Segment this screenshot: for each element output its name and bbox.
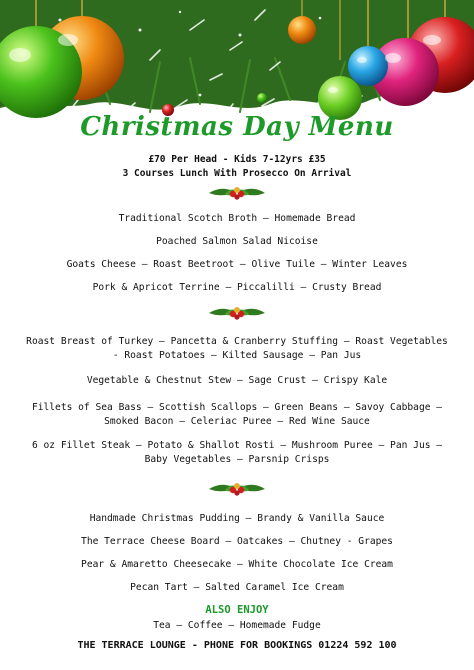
- holly-ornament-divider: [207, 302, 267, 324]
- main-item-line2: - Roast Potatoes – Kilted Sausage – Pan Jus: [112, 350, 362, 361]
- extras-line: Tea – Coffee – Homemade Fudge: [153, 620, 321, 631]
- holly-ornament-divider: [207, 182, 267, 204]
- booking-footer: THE TERRACE LOUNGE - PHONE FOR BOOKINGS 01224 592 100: [77, 640, 397, 651]
- menu-title: Christmas Day Menu: [80, 112, 394, 142]
- price-line: £70 Per Head - Kids 7-12yrs £35: [148, 154, 326, 165]
- starter-item: Traditional Scotch Broth – Homemade Bread: [118, 213, 356, 224]
- starter-item: Goats Cheese – Roast Beetroot – Olive Tuile – Winter Leaves: [66, 259, 408, 270]
- starter-item: Pork & Apricot Terrine – Piccalilli – Crusty Bread: [92, 282, 382, 293]
- lunch-line: 3 Courses Lunch With Prosecco On Arrival: [122, 168, 352, 179]
- main-item-line2: Smoked Bacon – Celeriac Puree – Red Wine Sauce: [104, 416, 370, 427]
- dessert-item: Pecan Tart – Salted Caramel Ice Cream: [130, 582, 344, 593]
- also-enjoy-heading: ALSO ENJOY: [205, 604, 269, 616]
- dessert-item: Pear & Amaretto Cheesecake – White Chocolate Ice Cream: [81, 559, 393, 570]
- main-item-line1: 6 oz Fillet Steak – Potato & Shallot Rosti – Mushroom Puree – Pan Jus –: [31, 440, 443, 451]
- main-item-line1: Vegetable & Chestnut Stew – Sage Crust – Crispy Kale: [86, 375, 388, 386]
- starter-item: Poached Salmon Salad Nicoise: [156, 236, 318, 247]
- main-item-line2: Baby Vegetables – Parsnip Crisps: [144, 454, 330, 465]
- dessert-item: The Terrace Cheese Board – Oatcakes – Chutney - Grapes: [81, 536, 393, 547]
- main-item-line1: Roast Breast of Turkey – Pancetta & Cranberry Stuffing – Roast Vegetables: [26, 336, 448, 347]
- dessert-item: Handmade Christmas Pudding – Brandy & Vanilla Sauce: [89, 513, 385, 524]
- holly-ornament-divider: [207, 478, 267, 500]
- main-item-line1: Fillets of Sea Bass – Scottish Scallops – Green Beans – Savoy Cabbage –: [31, 402, 443, 413]
